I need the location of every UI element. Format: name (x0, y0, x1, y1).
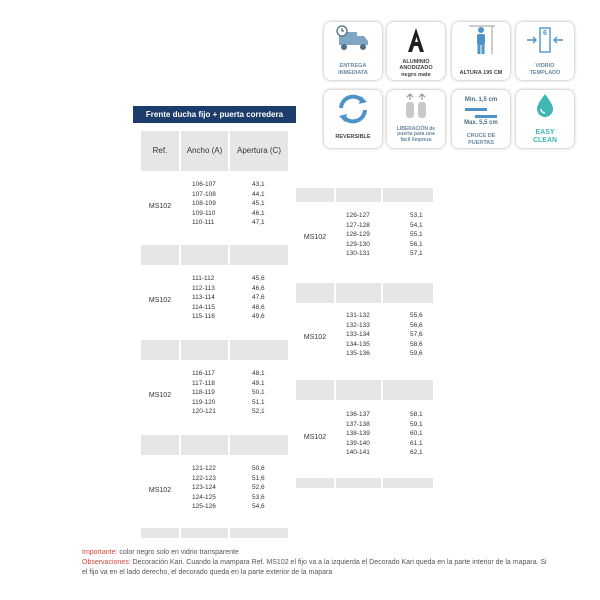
ref-cell: MS102 (148, 487, 172, 494)
width-cell: 116-117 117-118 118-119 119-120 120-121 (192, 370, 216, 415)
left-band (141, 245, 288, 265)
glass-thickness-badge: 6 (543, 30, 547, 37)
width-cell: 111-112 112-113 113-114 114-115 115-116 (192, 275, 215, 320)
tile-caption: EASY CLEAN (532, 129, 558, 144)
opening-cell: 58,1 59,1 60,1 61,1 62,1 (410, 411, 423, 456)
ref-cell: MS102 (148, 203, 172, 210)
opening-cell: 53,1 54,1 55,1 56,1 57,1 (410, 212, 423, 257)
tile-cruce-puertas (452, 90, 510, 148)
width-cell: 126-127 127-128 128-129 129-130 130-131 (346, 212, 370, 257)
easy-clean-release-icon (396, 90, 436, 124)
tile-caption: CRUCE DE PUERTAS (466, 133, 496, 146)
opening-cell: 45,6 46,6 47,6 48,6 49,6 (252, 275, 265, 320)
ref-cell: MS102 (148, 297, 172, 304)
important-note (82, 548, 552, 558)
tile-entrega-inmediata (324, 22, 382, 80)
ref-cell: MS102 (148, 392, 172, 399)
tile-caption: ALTURA 195 CM (459, 69, 503, 76)
reversible-icon (333, 90, 373, 128)
table-title: Frente ducha fijo + puerta corredera (133, 106, 296, 123)
tile-caption: ALUMINIO ANODIZADO negro mate (399, 58, 433, 78)
opening-cell: 55,6 56,6 57,6 58,6 59,6 (410, 312, 423, 357)
opening-cell: 48,1 49,1 50,1 51,1 52,1 (252, 370, 265, 415)
notes-block (82, 548, 552, 578)
important-text: color negro solo en vidrio transparente (117, 549, 239, 556)
glass-thickness-icon (523, 22, 567, 56)
ref-cell: MS102 (303, 434, 327, 441)
tile-altura (452, 22, 510, 80)
opening-cell: 43,1 44,1 45,1 46,1 47,1 (252, 181, 265, 226)
right-band (296, 478, 433, 488)
tile-aluminio (387, 22, 445, 80)
left-band (141, 528, 288, 538)
tile-reversible (324, 90, 382, 148)
tile-vidrio-templado (516, 22, 574, 80)
right-band (296, 380, 433, 400)
tile-caption: VIDRIO TEMPLADO (529, 63, 561, 76)
ref-cell: MS102 (303, 234, 327, 241)
observations-note (82, 558, 552, 578)
tile-caption: LIBERACIÓN de puerta para una fácil limpieza (396, 125, 436, 144)
important-label: Importante: (82, 549, 118, 556)
left-band (141, 340, 288, 360)
ref-cell: MS102 (303, 334, 327, 341)
truck-icon (333, 22, 373, 56)
tile-easy-clean (516, 90, 574, 148)
min-gap-label: Min. 1,5 cm (464, 97, 498, 103)
observations-text: Decoración Kari. Cuando la mampara Ref. MS102 el fijo va a la izquierda el Decorado Kari queda en la parte interior de la mapara. Si el fijo va en el lado derecho, el decorado queda en la parte exterior de la mapara (82, 559, 547, 576)
tile-caption: ENTREGA INMEDIATA (338, 63, 368, 76)
width-cell: 121-122 122-123 123-124 124-125 125-126 (192, 465, 216, 510)
right-band (296, 188, 433, 202)
max-gap-label: Max. 5,5 cm (464, 120, 498, 126)
aluminum-icon (396, 22, 436, 56)
col-header-ref: Ref. (141, 131, 179, 171)
right-band (296, 283, 433, 303)
opening-cell: 50,6 51,6 52,6 53,6 54,6 (252, 465, 265, 510)
tile-caption: REVERSIBLE (335, 133, 371, 140)
width-cell: 136-137 137-138 138-139 139-140 140-141 (346, 411, 370, 456)
observations-label: Observaciones: (82, 559, 131, 566)
col-header-ancho: Ancho (A) (181, 131, 228, 171)
width-cell: 106-107 107-108 108-109 109-110 110-111 (192, 181, 216, 226)
left-band (141, 435, 288, 455)
door-crossing-icon (461, 107, 501, 121)
easy-clean-drop-icon (525, 90, 565, 120)
col-header-apertura: Apertura (C) (230, 131, 288, 171)
person-height-icon (461, 22, 501, 58)
tile-liberacion (387, 90, 445, 148)
width-cell: 131-132 132-133 133-134 134-135 135-136 (346, 312, 370, 357)
